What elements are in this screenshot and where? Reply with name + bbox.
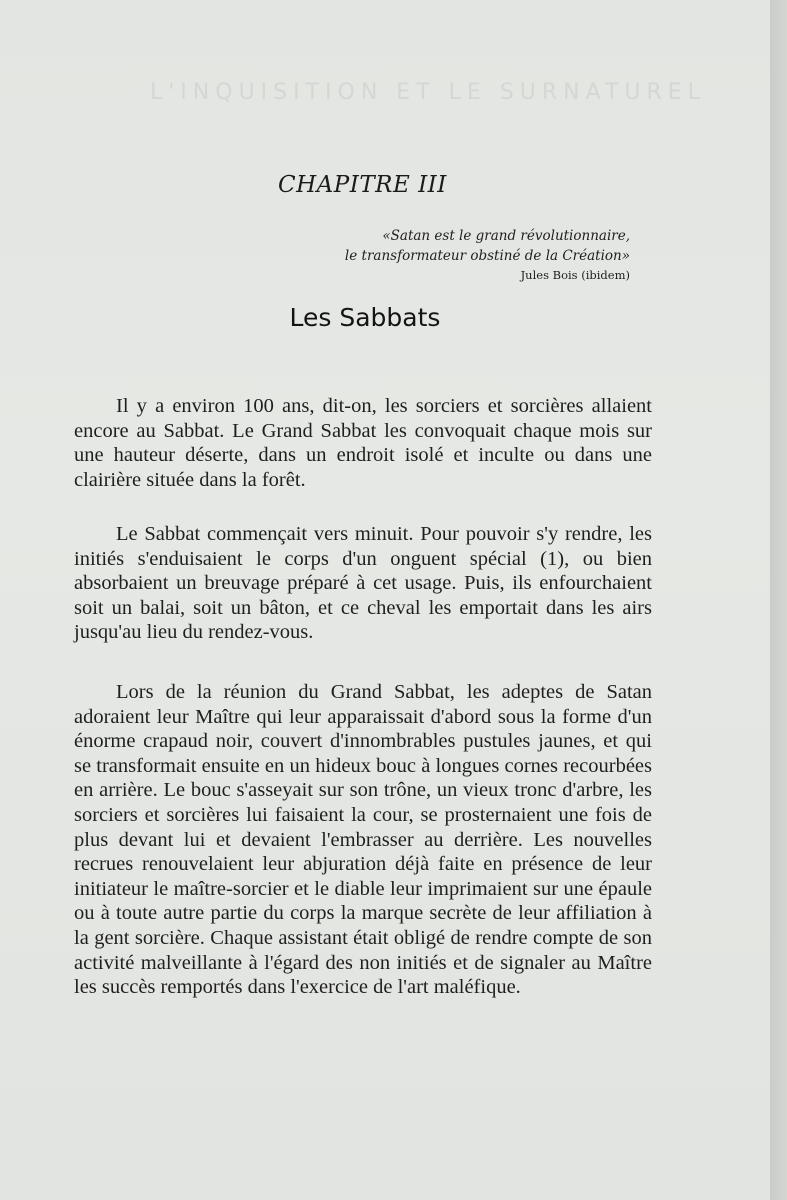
page-title: Les Sabbats bbox=[289, 303, 441, 332]
epigraph-line-2: le transformateur obstiné de la Création» bbox=[344, 248, 630, 264]
body-paragraph-2: Le Sabbat commençait vers minuit. Pour pouvoir s'y rendre, les initiés s'enduisaient le corps d'un onguent spécial (1), ou bien absorbaient un breuvage préparé à cet usage. Puis, ils enfourchaient soit un balai, soit un bâton, et ce cheval les emportait dans les airs jusqu'au lieu du rendez-vous. bbox=[74, 523, 652, 644]
page-edge bbox=[770, 0, 787, 1200]
chapter-heading: CHAPITRE III bbox=[278, 172, 447, 198]
epigraph bbox=[345, 226, 630, 284]
epigraph-attribution: Jules Bois (ibidem) bbox=[520, 268, 630, 282]
epigraph-line-1: «Satan est le grand révolutionnaire, bbox=[382, 228, 630, 244]
body-paragraph-1: Il y a environ 100 ans, dit-on, les sorciers et sorcières allaient encore au Sabbat. Le Grand Sabbat les convoquait chaque mois sur une hauteur déserte, dans un endroit isolé et inculte ou dans une clairière située dans la forêt. bbox=[74, 395, 652, 491]
body-paragraph-3: Lors de la réunion du Grand Sabbat, les adeptes de Satan adoraient leur Maître qui leur apparaissait d'abord sous la forme d'un énorme crapaud noir, couvert d'innombrables pustules jaunes, et qui se transformait ensuite en un hideux bouc à longues cornes recourbées en arrière. Le bouc s'asseyait sur son trône, un vieux tronc d'arbre, les sorciers et sorcières lui faisaient la cour, se prosternaient une fois de plus devant lui et devaient l'embrasser au derrière. Les nouvelles recrues renouvelaient leur abjuration déjà faite en présence de leur initiateur le maître-sorcier et le diable leur imprimaient sur une épaule ou à toute autre partie du corps la marque secrète de leur affiliation à la gent sorcière. Chaque assistant était obligé de rendre compte de son activité malveillante à l'égard des non initiés et de signaler au Maître les succès remportés dans l'exercice de l'art maléfique. bbox=[74, 681, 652, 999]
bleed-through-header: L'INQUISITION ET LE SURNATUREL bbox=[150, 80, 706, 105]
